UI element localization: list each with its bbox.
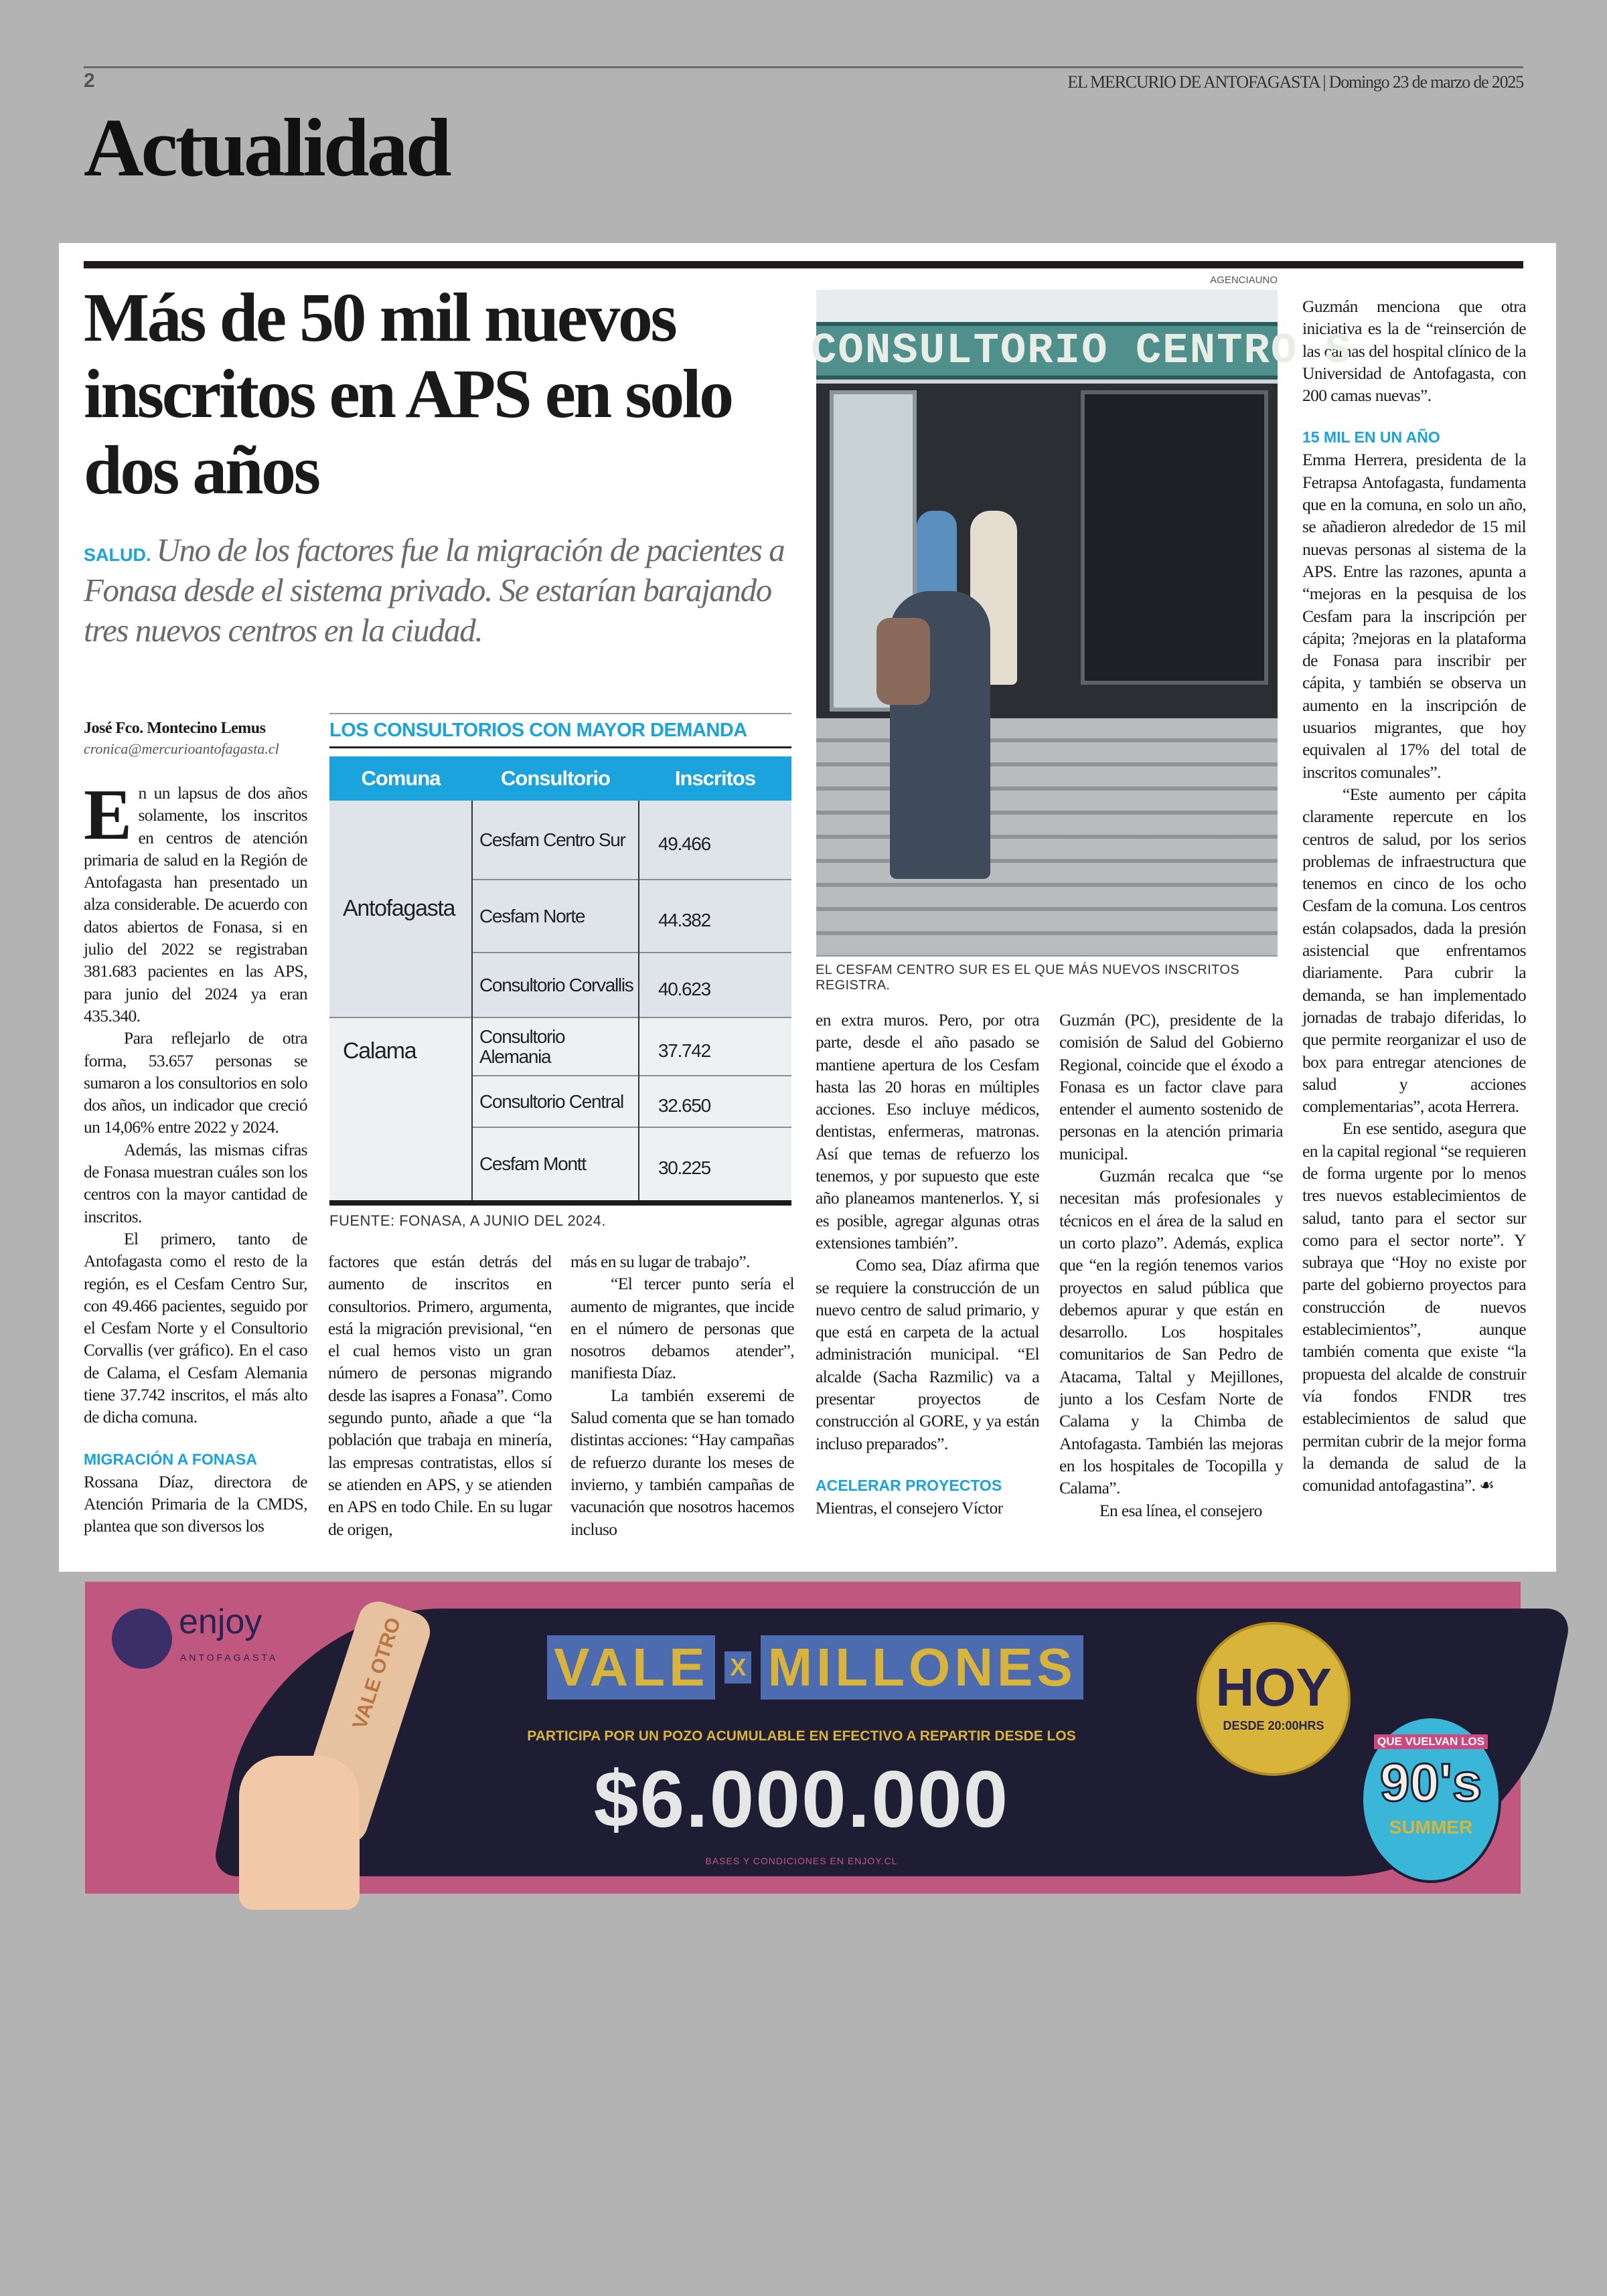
headline: Más de 50 mil nuevos inscritos en APS en solo dos años [84,279,732,509]
enjoy-advertisement[interactable] [85,1582,1521,1894]
consultorio-cell: Cesfam Centro Sur [472,801,639,880]
body-paragraph: en extra muros. Pero, por otra parte, desde el año pasado se mantiene apertura de los Cesfam hasta las 20 horas en múltiples acciones. Eso incluye médicos, dentistas, enfermeras, matronas. Así que temas de refuerzo los tenemos, y por supuesto que este año planeamos mantenerlos. Y, si es posible, agregar algunas otras extensiones también”. [816,1010,1039,1252]
body-paragraph: En esa línea, el consejero [1099,1500,1262,1520]
ad-terms[interactable]: BASES Y CONDICIONES EN ENJOY.CL [705,1856,898,1866]
column-3 [570,1250,794,1540]
consultorio-cell: Consultorio Alemania [472,1017,639,1076]
inscritos-cell: 37.742 [639,1017,791,1076]
photo-sign-text: CONSULTORIO CENTRO S [811,327,1353,376]
summer-badge-main: 90's [1379,1752,1482,1812]
page-number: 2 [84,70,95,92]
column-6 [1302,295,1526,1496]
summer-badge-top: QUE VUELVAN LOS [1374,1734,1488,1749]
author-email[interactable]: cronica@mercurioantofagasta.cl [84,740,279,757]
photo-caption: EL CESFAM CENTRO SUR ES EL QUE MÁS NUEVOS INSCRITOS REGISTRA. [816,963,1240,993]
header-comuna: Comuna [329,756,472,801]
article-photo [811,290,1353,957]
enjoy-logo-sub: ANTOFAGASTA [180,1652,279,1663]
table-bottom-rule [329,1200,791,1206]
table-source: FUENTE: FONASA, A JUNIO DEL 2024. [329,1212,607,1229]
column-4 [816,1009,1039,1519]
body-paragraph: Guzmán recalca que “se necesitan más profesionales y técnicos en el área de la salud en un corto plazo”. Además, explica que “en la región tenemos varios proyectos en salud pública que debemos apurar y que están en desarrollo. Los hospitales comunitarios de San Pedro de Atacama, Taltal y Mejillones, junto a los Cesfam Norte de Calama y la Chimba de Antofagasta. También las mejoras en los hospitales de Tocopilla y Calama”. [1059,1166,1283,1498]
data-table-box [329,713,791,1230]
table-title-underline [329,746,791,748]
body-paragraph: Rossana Díaz, directora de Atención Primaria de la CMDS, plantea que son diversos los [84,1471,307,1536]
body-paragraph: Para reflejarlo de otra forma, 53.657 personas se sumaron a los consultorios en solo dos años, un indicador que creció un 14,06% entre 2022 y 2024. [84,1028,307,1137]
inscritos-cell: 44.382 [639,880,791,953]
ad-amount: $6.000.000 [593,1754,1010,1844]
table-title-rule [329,713,791,714]
author-name: José Fco. Montecino Lemus [84,720,266,737]
inscritos-cell: 30.225 [639,1127,791,1200]
consultorio-cell: Consultorio Central [472,1076,639,1127]
byline [84,720,311,758]
enrollment-table [329,756,791,1200]
consultorio-cell: Cesfam Norte [472,880,639,953]
ad-subtitle: PARTICIPA POR UN POZO ACUMULABLE EN EFECTIVO A REPARTIR DESDE LOS [527,1728,1076,1744]
body-paragraph: Guzmán (PC), presidente de la comisión de Salud del Gobierno Regional, coincide que el éxodo a Fonasa es un factor clave para entender el aumento sostenido de personas en la atención primaria municipal. [1059,1010,1283,1163]
body-paragraph: La también exseremi de Salud comenta que se han tomado distintas acciones: “Hay campañas de refuerzo durante los meses de invierno, y también campañas de vacunación que nosotros hacemos incluso [570,1385,794,1539]
header-inscritos: Inscritos [639,756,791,801]
inscritos-cell: 32.650 [639,1076,791,1127]
hoy-badge-sub: DESDE 20:00HRS [1223,1719,1324,1732]
body-paragraph: Como sea, Díaz afirma que se requiere la construcción de un nuevo centro de salud primario, y que está en carpeta de la actual administración municipal. “El alcalde (Sacha Razmilic) va a presentar proyectos de construcción al GORE, y ya están incluso preparados”. [816,1255,1039,1453]
top-rule [84,66,1523,68]
enjoy-logo-text: enjoy [179,1603,262,1641]
hand-icon [239,1756,360,1910]
photo-backpack [876,618,930,705]
deck [84,530,804,651]
body-paragraph: “El tercer punto sería el aumento de migrantes, que incide en el número de personas que nosotros debamos atender”, manifiesta Díaz. [570,1274,794,1383]
table-title: LOS CONSULTORIOS CON MAYOR DEMANDA [329,720,747,741]
masthead-date: EL MERCURIO DE ANTOFAGASTA | Domingo 23 de marzo de 2025 [1067,72,1523,92]
subhead: 15 MIL EN UN AÑO [1302,428,1440,446]
enjoy-logo-icon [112,1609,172,1669]
comuna-cell: Calama [329,1017,472,1200]
header-consultorio: Consultorio [472,756,639,801]
summer-badge [1361,1716,1501,1883]
column-1 [84,775,307,1538]
deck-kicker: SALUD. [84,545,151,565]
consultorio-cell: Cesfam Montt [472,1127,639,1200]
ad-title-x: X [724,1651,751,1684]
body-paragraph: Mientras, el consejero Víctor [816,1497,1003,1518]
body-paragraph: En un lapsus de dos años solamente, los inscritos en centros de atención primaria de salud en la Región de Antofagasta han presentado un alza considerable. De acuerdo con datos abiertos de Fonasa, si en julio del 2022 se registraban 381.683 pacientes en las APS, para junio del 2024 ya eran 435.340. [84,775,307,1026]
ad-title-right: MILLONES [761,1635,1083,1700]
body-paragraph: Emma Herrera, presidenta de la Fetrapsa Antofagasta, fundamenta que en la comuna, en solo un año, se añadieron alrededor de 15 mil nuevas personas al sistema de la APS. Entre las razones, apunta a “mejoras en la pesquisa de los Cesfam para la inscripción per cápita; ?mejoras en la plataforma de Fonasa para inscribir per cápita, y también se observa un aumento en la inscripción de usuarios migrantes, que hoy equivalen al 17% del total de inscritos comunales”. [1302,450,1526,782]
inscritos-cell: 49.466 [639,801,791,880]
body-paragraph: “Este aumento per cápita claramente repercute en los centros de salud, por los serios problemas de infraestructura que tenemos en cinco de los ocho Cesfam de la comuna. Los centros están colapsados, dada la presión asistencial que enfrentamos diariamente. Para cubrir la demanda, se han implementado jornadas de trabajo diferidas, lo que permite reorganizar el uso de box para entregar atenciones de salud y acciones complementarias”, acota Herrera. [1302,784,1526,1117]
summer-badge-bottom: SUMMER [1389,1817,1473,1837]
table-row [329,1017,791,1076]
deck-text: Uno de los factores fue la migración de pacientes a Fonasa desde el sistema privado. Se estarían barajando tres nuevos centros en la ciudad. [84,531,785,649]
photo-stairs [816,718,1278,957]
body-paragraph: más en su lugar de trabajo”. [570,1252,750,1271]
photo-door-right [1081,390,1268,685]
column-2 [328,1250,552,1540]
column-5 [1059,1009,1283,1522]
subhead: MIGRACIÓN A FONASA [84,1450,257,1468]
photo-credit: AGENCIAUNO [1210,274,1278,286]
body-paragraph: Además, las mismas cifras de Fonasa muestran cuáles son los centros con la mayor cantidad de inscritos. [84,1139,307,1226]
table-row [329,801,791,880]
consultorio-cell: Consultorio Corvallis [472,953,639,1017]
hoy-badge [1197,1622,1351,1776]
drop-cap: E [84,775,132,855]
subhead: ACELERAR PROYECTOS [816,1476,1002,1494]
paddle-text: VALE OTRO [348,1615,406,1732]
ad-title [547,1635,1083,1700]
article-top-rule [84,261,1523,268]
hoy-badge-main: HOY [1215,1657,1332,1717]
body-paragraph: En ese sentido, asegura que en la capital regional “se requieren de forma urgente por lo menos tres nuevos establecimientos de salud, tanto para el sector sur como para el sector norte”. Y subraya que “Hoy no existe por parte del gobierno proyectos para construcción de nuevos establecimientos”, aunque también comenta que existe “la propuesta del alcalde de construir vía fondos FNDR tres establecimientos de salud que permitan cubrir de la mejor forma la demanda de salud de la comunidad antofagastina”. ☙ [1302,1119,1526,1495]
body-paragraph: El primero, tanto de Antofagasta como el resto de la región, es el Cesfam Centro Sur, con 49.466 pacientes, seguido por el Cesfam Norte y el Consultorio Corvallis (ver gráfico). En el caso de Calama, el Cesfam Alemania tiene 37.742 inscritos, el más alto de dicha comuna. [84,1228,307,1427]
inscritos-cell: 40.623 [639,953,791,1017]
comuna-cell: Antofagasta [329,801,472,1017]
body-paragraph: Guzmán menciona que otra iniciativa es la de “reinserción de las camas del hospital clínico de la Universidad de Antofagasta, con 200 camas nuevas”. [1302,297,1526,406]
section-title: Actualidad [84,102,449,193]
body-paragraph: factores que están detrás del aumento de inscritos en consultorios. Primero, argumenta, está la migración previsional, “en el cual hemos visto un gran número de personas migrando desde las isapres a Fonasa”. Como segundo punto, añade a que “la población que trabaja en minería, las empresas contratistas, ellos sí se atienden en APS, y se atienden en APS en todo Chile. En su lugar de origen, [328,1252,552,1539]
ad-title-left: VALE [547,1635,715,1700]
